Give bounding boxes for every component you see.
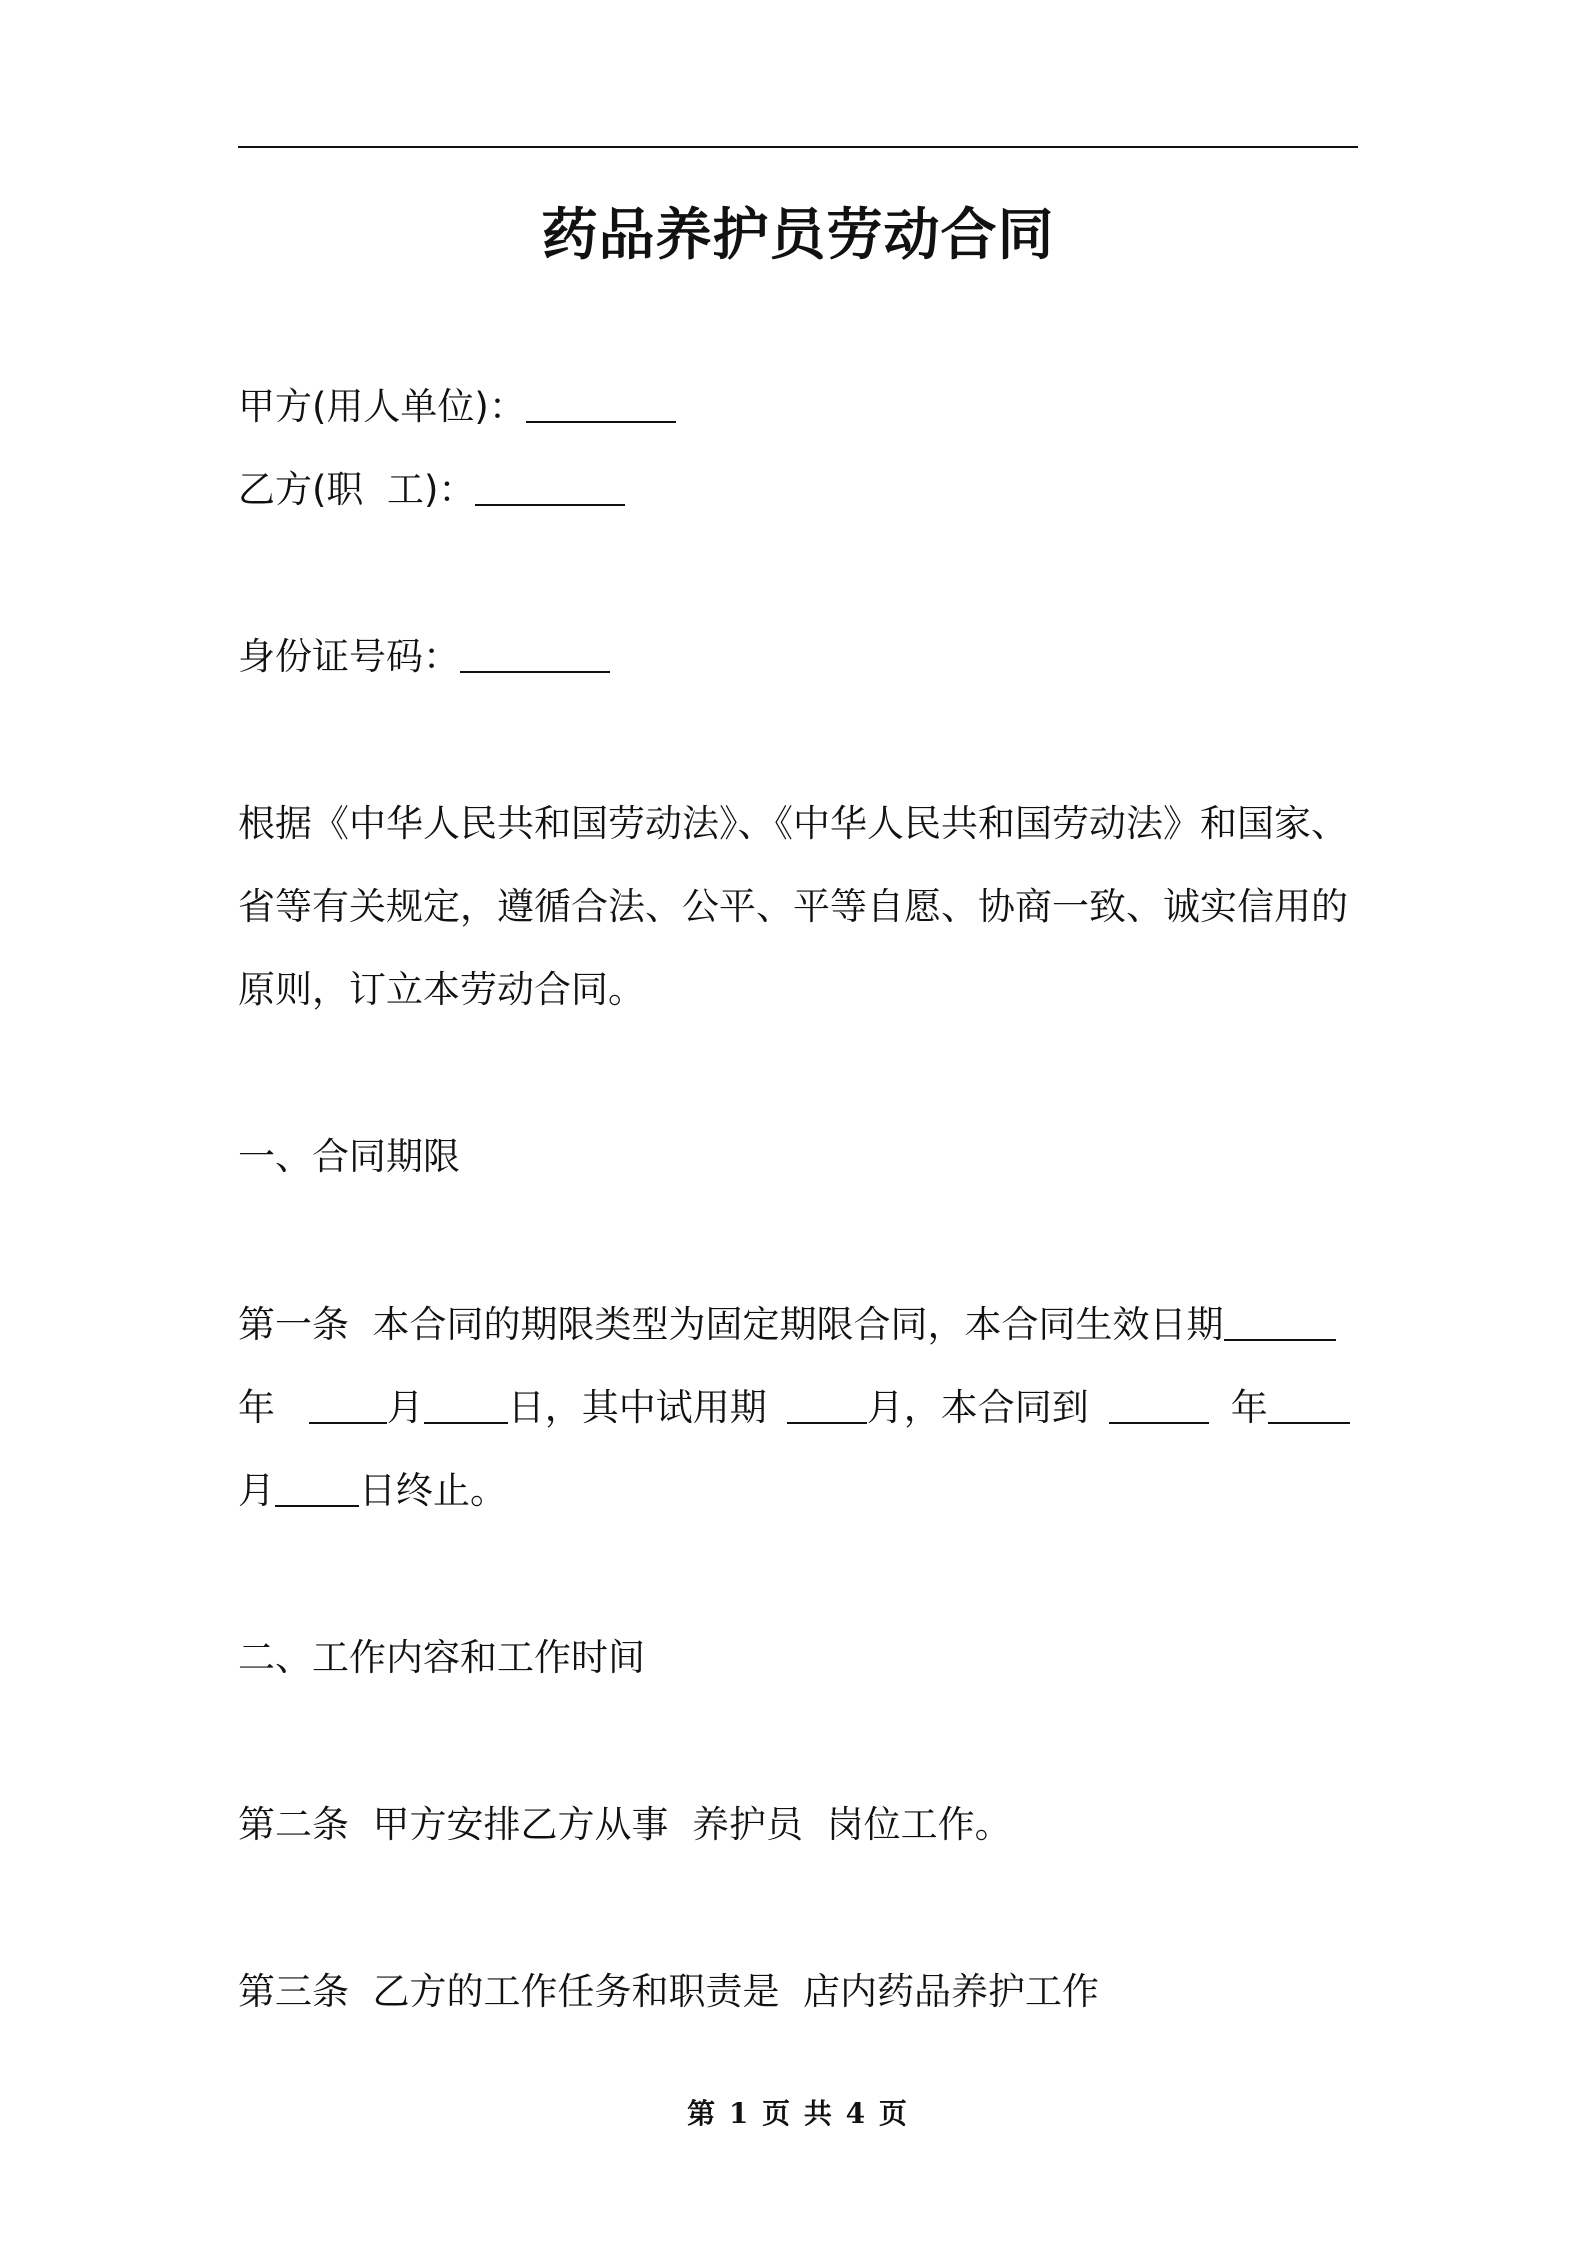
month-to-label: 月，本合同到: [866, 1386, 1089, 1429]
id-number-blank: [460, 637, 610, 673]
article-1-line-1: [238, 1300, 1363, 1350]
header-divider: [238, 146, 1358, 148]
party-b-blank: [475, 470, 625, 506]
intro-line-2: 省等有关规定，遵循合法、公平、平等自愿、协商一致、诚实信用的: [238, 885, 1348, 928]
party-b-line: [238, 465, 1363, 515]
end-month-blank: [1268, 1388, 1350, 1424]
end-day-blank: [275, 1471, 359, 1507]
article-1-line-3: [238, 1466, 1363, 1516]
article-1-line-2: [238, 1383, 1363, 1433]
effective-day-blank: [424, 1388, 508, 1424]
section-heading-2: 二、工作内容和工作时间: [238, 1636, 645, 1679]
end-label: 日终止。: [359, 1469, 507, 1512]
document-title: 药品养护员劳动合同: [541, 203, 1055, 268]
year2-label: 年: [1230, 1386, 1268, 1429]
year-label: 年: [238, 1386, 275, 1429]
effective-month-blank: [309, 1388, 387, 1424]
party-a-line: [238, 382, 1363, 432]
article-1-text: 第一条 本合同的期限类型为固定期限合同，本合同生效日期: [238, 1303, 1224, 1346]
id-number-label: 身份证号码：: [238, 635, 460, 678]
party-b-label: 乙方(职 工)：: [238, 468, 476, 511]
intro-line-3: 原则，订立本劳动合同。: [238, 968, 645, 1011]
end-year-blank: [1109, 1388, 1209, 1424]
id-number-line: [238, 632, 1363, 682]
effective-year-blank: [1224, 1305, 1336, 1341]
article-3: 第三条 乙方的工作任务和职责是 店内药品养护工作: [238, 1970, 1100, 2013]
party-a-blank: [526, 387, 676, 423]
month-label: 月: [386, 1386, 424, 1429]
probation-month-blank: [787, 1388, 867, 1424]
intro-line-1: 根据《中华人民共和国劳动法》、《中华人民共和国劳动法》和国家、: [238, 802, 1348, 845]
page-number: 第 1 页 共 4 页: [687, 2097, 909, 2130]
article-2: 第二条 甲方安排乙方从事 养护员 岗位工作。: [238, 1803, 1012, 1846]
day-probation-label: 日，其中试用期: [507, 1386, 767, 1429]
section-heading-1: 一、合同期限: [238, 1135, 460, 1178]
party-a-label: 甲方(用人单位)：: [238, 385, 526, 428]
month-label-2: 月: [238, 1469, 275, 1512]
